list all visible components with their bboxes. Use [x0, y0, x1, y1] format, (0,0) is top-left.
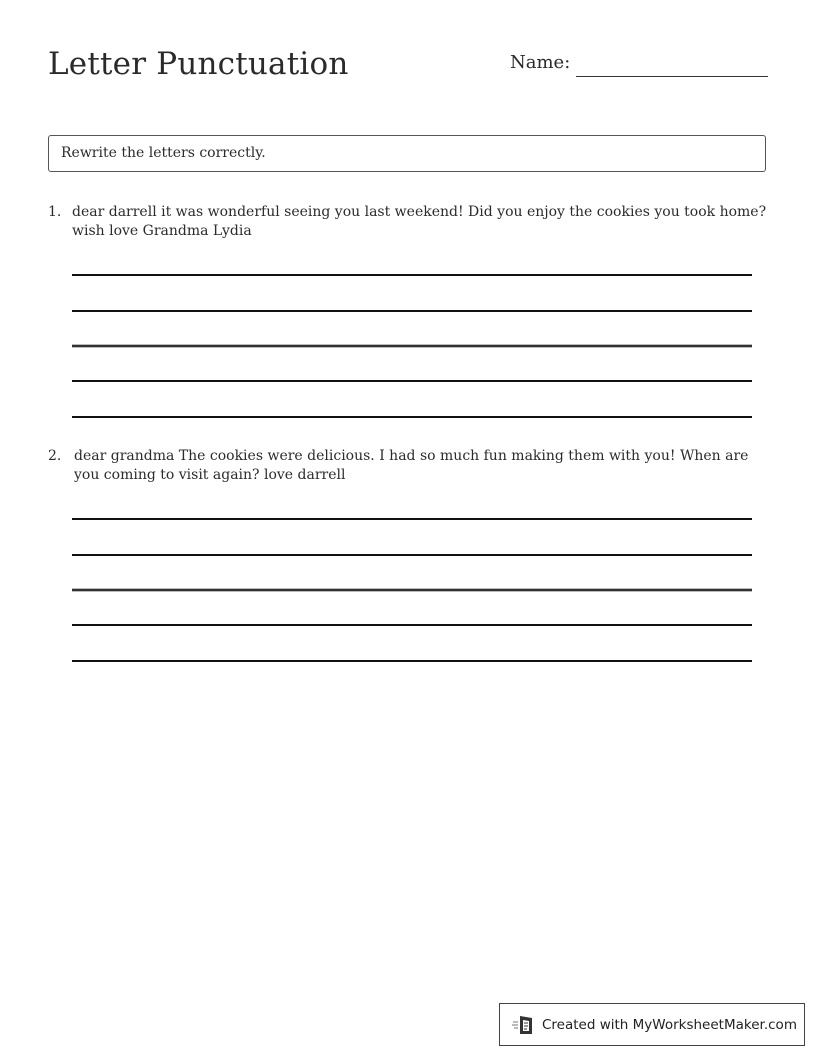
- instructions-box: Rewrite the letters correctly.: [48, 135, 766, 172]
- writing-line[interactable]: [72, 416, 752, 418]
- writing-line[interactable]: [72, 274, 752, 276]
- writing-line[interactable]: [72, 380, 752, 382]
- worksheet-logo-icon: [512, 1014, 536, 1036]
- writing-line[interactable]: [72, 310, 752, 312]
- question-text: dear grandma The cookies were delicious. I had so much fun making them with you! When are you coming to visit again? love darrell: [74, 448, 749, 483]
- writing-line[interactable]: [72, 589, 752, 591]
- question-number: 2.: [48, 448, 62, 464]
- writing-line[interactable]: [72, 624, 752, 626]
- name-label: Name:: [510, 52, 571, 73]
- writing-line[interactable]: [72, 554, 752, 556]
- writing-line[interactable]: [72, 518, 752, 520]
- writing-line[interactable]: [72, 345, 752, 347]
- footer-credit[interactable]: [499, 1003, 805, 1046]
- name-field-line[interactable]: [576, 76, 768, 77]
- question-number: 1.: [48, 204, 62, 220]
- footer-text: Created with MyWorksheetMaker.com: [542, 1016, 797, 1033]
- page-title: Letter Punctuation: [48, 46, 349, 82]
- question-text: dear darrell it was wonderful seeing you last weekend! Did you enjoy the cookies you took home? wish love Grandma Lydia: [72, 204, 767, 239]
- writing-line[interactable]: [72, 660, 752, 662]
